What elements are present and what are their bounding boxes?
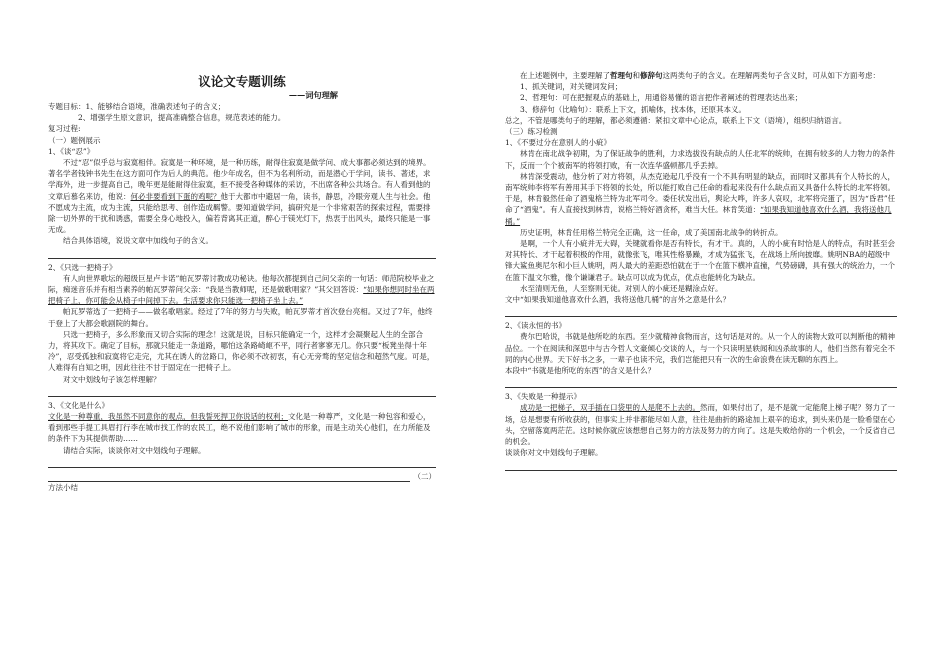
answer-line bbox=[48, 457, 436, 468]
e1-underlined-sentence: “如果我知道他喜欢什么酒，我将送他几桶。” bbox=[505, 205, 892, 226]
e1-passage-3: 历史证明，林肯任用格兰特完全正确，这一任命，成了美国南北战争的转折点。 bbox=[520, 227, 783, 237]
process-heading: 复习过程: bbox=[48, 124, 81, 134]
answer-line bbox=[48, 471, 410, 482]
q1-question: 结合具体语境，说说文章中加线句子的含义。 bbox=[63, 236, 213, 246]
page-title: 议论文专题训练 bbox=[198, 74, 286, 89]
q3-question: 请结合实际，谈谈你对文中划线句子理解。 bbox=[63, 445, 206, 455]
q3-passage bbox=[48, 411, 436, 445]
goal-2: 2、增强学生原文意识，提高准确整合信息，规范表述的能力。 bbox=[78, 113, 286, 123]
answer-line bbox=[505, 460, 897, 471]
q3-title: 3、《文化是什么》 bbox=[48, 400, 110, 410]
e3-passage bbox=[505, 402, 897, 447]
e1-passage-1: 林肯在南北战争初期，为了保证战争的胜利，力求选拔没有缺点的人任北军的统帅，在拥有较多的人力物力的条件下，反而一个个被南军的将领打败，有一次连华盛顿都几乎丢掉。 bbox=[505, 149, 895, 170]
philosophy-sentence-term: 哲理句 bbox=[610, 71, 633, 80]
answer-line bbox=[505, 377, 897, 388]
q2-underlined-sentence: “如果你想同时坐在两把椅子上，你可能会从椅子中间掉下去。生活要求你只能选一把椅子坐上去。” bbox=[48, 285, 435, 306]
e2-passage: 费尔巴哈说，书就是他所吃的东西。至少就精神食物而言，这句话是对的。从一个人的读物大致可以判断他的精神品位。一个在阅读和深思中与古今哲人文豪倾心交谈的人，与一个只读明星轶闻和凶杀故事的人，他们当然有着完全不同的内心世界。天下好书之多，一辈子也读不完，我们岂能把只有一次的生命浪费在读无聊的东西上。 bbox=[505, 332, 895, 364]
part2-heading: （二） bbox=[413, 471, 436, 481]
method-1: 1、抓关键词，对关键词发问； bbox=[520, 82, 623, 92]
goal-1: 专题目标：1、能够结合语境，准确表述句子的含义； bbox=[48, 102, 226, 111]
q2-question: 对文中划线句子该怎样理解？ bbox=[63, 374, 161, 384]
e2-title: 2、《读永恒的书》 bbox=[505, 321, 567, 331]
e3-underlined-sentence: 成功是一把梯子，双手插在口袋里的人是爬不上去的。 bbox=[520, 403, 700, 413]
q3-underlined-sentence: 文化是一种尊重，我虽然不同意你的观点，但我誓死捍卫你说话的权利； bbox=[48, 412, 288, 422]
e1-passage-5: 水至清则无鱼，人至察则无徒。对别人的小疵还是糊涂点好。 bbox=[520, 283, 723, 293]
intro-and: 和 bbox=[632, 71, 640, 80]
q2-title: 2、《只选一把椅子》 bbox=[48, 262, 117, 272]
method-summary: 总之，不管是哪类句子的理解，都必须遵循：紧扣文章中心论点，联系上下文（语境），组织归纳语言。 bbox=[505, 115, 847, 125]
q2-passage-2: 帕瓦罗蒂选了一把椅子——做名歌唱家。经过了7年的努力与失败，帕瓦罗蒂才首次登台亮相。又过了7年，他终于登上了大都会歌剧院的舞台。 bbox=[48, 307, 433, 328]
e2-question: 本段中“书就是他所吃的东西”的含义是什么？ bbox=[505, 366, 656, 376]
q2-text: 有人向世界歌坛的超级巨星卢卡诺”帕瓦罗蒂讨教成功秘诀。他每次都提到自己问父亲的一句话：师范院校毕业之际，痴迷音乐并有相当素养的帕瓦罗蒂问父亲：“我是当教师呢，还是做歌唱家？”其父回答说： bbox=[48, 273, 435, 295]
part2-row bbox=[48, 471, 436, 482]
answer-line bbox=[48, 386, 436, 397]
q2-passage-3: 只选一把椅子，多么形象而又切合实际的理念！这就是说，目标只能确定一个，这样才会凝聚起人生的全部合力，将其攻下。确定了目标，那就只能走一条道路，哪怕这条路崎岖不平，同行者寥寥无几。你只要“板凳坐得十年冷”，忍受孤独和寂寞将它走完，尤其在诱人的岔路口，你必须不改初衷，有心无旁骛的坚定信念和超然气度。可是，人难得有自知之明，因此往往不甘于固定在一把椅子上。 bbox=[48, 329, 435, 373]
intro-text: 在上述题例中，主要理解了 bbox=[520, 71, 610, 80]
q1-text: 不过“忍”似乎总与寂寞相伴。寂寞是一种环境，是一种历练，耐得住寂寞是做学问、成大事都必须达到的境界。著名学者钱钟书先生在这方面可作为后人的典范。他少年成名，但不为名利所动，而是潜心于学问，读书、著述，求学海外，进一步提高自己，晚年更是能耐得住寂寞，拒不接受各种媒体的采访，不出席各种公共场合。有人看到他的文章后慕名来访，他说： bbox=[48, 158, 431, 201]
part1-heading: （一）题例展示 bbox=[48, 135, 101, 145]
e1-question: 文中“如果我知道他喜欢什么酒，我将送他几桶”的言外之意是什么？ bbox=[505, 295, 731, 305]
rhetoric-sentence-term: 修辞句 bbox=[640, 71, 663, 80]
method-3: 3、修辞句（比喻句）：联系上下文，抓喻体，找本体，还原其本义。 bbox=[520, 104, 747, 114]
q2-passage bbox=[48, 273, 436, 307]
q3-text: 文化是一种尊严，文化是一种包容和爱心，看到那些手提工具眉打行李在城市找工作的农民工，绝不说他们影响了城市的形象，而是主动关心他们，在力所能及的条件下为其提供帮助…… bbox=[48, 412, 431, 444]
e3-title: 3、《失败是一种提示》 bbox=[505, 392, 582, 402]
q1-title: 1、《谈“忍”》 bbox=[48, 146, 95, 156]
e3-text: 然而，如果付出了，是不是就一定能爬上梯子呢？努力了一场，总是想要有所收获的，但事实上并非都能尽如人意，往往是曲折的路途加上艰辛的追求，到头来仍是一脸希望在心头，空留落寞两茫茫。这时候你就应该想想自己努力的方法及努力的方向了。这是失败给你的一个机会，一个反省自己的机会。 bbox=[505, 403, 895, 447]
e1-passage-2 bbox=[505, 171, 897, 227]
q1-underlined-sentence: 何必非要看到下蛋的鸡呢？ bbox=[130, 191, 221, 201]
intro-text-2: 这两类句子的含义。在理解两类句子含义时，可从如下方面考虑： bbox=[662, 71, 880, 80]
q1-text-2: 他于大都市中避居一角，读书，静思，冷眼旁观人生与社会。他不愿成为主流，成为主流，只能给思考、创作造成羁警。要知道做学问，搞研究是一个非常艰苦的探索过程，需要排除一切外界的干扰和诱惑，需要全身心地投入，偏若背离其正道，醉心于镁光灯下，热衷于出风头，最终只能是一事无成。 bbox=[48, 191, 431, 235]
e1-title: 1、《不要过分在意别人的小疵》 bbox=[505, 138, 612, 148]
part3-heading: （三）练习检测 bbox=[505, 127, 558, 137]
q1-passage bbox=[48, 157, 436, 235]
e3-question: 谈谈你对文中划线句子理解。 bbox=[505, 448, 603, 458]
page-subtitle: ——词句理解 bbox=[288, 90, 338, 100]
answer-line bbox=[505, 306, 897, 317]
intro-paragraph bbox=[505, 70, 897, 81]
e1-text: 林肯深受震动，他分析了对方将领，从杰克逊起几乎没有一个不具有明显的缺点，而同时又都具有个人特长的人，南军统帅李将军有善用其手下将领的长处，所以能打败自己任命的看起来没有什么缺点而又具备什么特长的北军将领。于是，林肯毅然任命了酒鬼格兰特为北军司令。委任状发出后，舆论大哗，许多人哀叹，北军将完蛋了，因为“昏君”任命了“酒鬼”。有人直接找到林肯，说格兰特好酒贪杯，难当大任。林肯笑道： bbox=[505, 171, 896, 215]
method-2: 2、哲理句：可在把握观点的基础上，用通俗易懂的语言把作者阐述的哲理表达出来； bbox=[520, 93, 803, 103]
method-summary-heading: 方法小结 bbox=[48, 483, 78, 493]
left-column bbox=[48, 70, 436, 493]
e1-passage-4: 是啊，一个人有小疵并无大碍，关键就看你是否有特长，有才干。真的，人的小疵有时恰是人的特点，有时甚至会对其特长、才干起着积极的作用，就像张飞，唯其性格暴躁，才成为猛张飞，在战场上所向披靡。姚明NBA的超级中锋大鲨鱼奥尼尔和小巨人姚明，两人最大的差距恐怕就在于一个在篮下横冲直撞，气势磅礴，具有强大的统治力，一个在篮下温文尔雅，像个谦谦君子。缺点可以成为优点，优点也能转化为缺点。 bbox=[505, 239, 895, 282]
right-column bbox=[505, 70, 897, 474]
answer-line bbox=[48, 248, 436, 259]
